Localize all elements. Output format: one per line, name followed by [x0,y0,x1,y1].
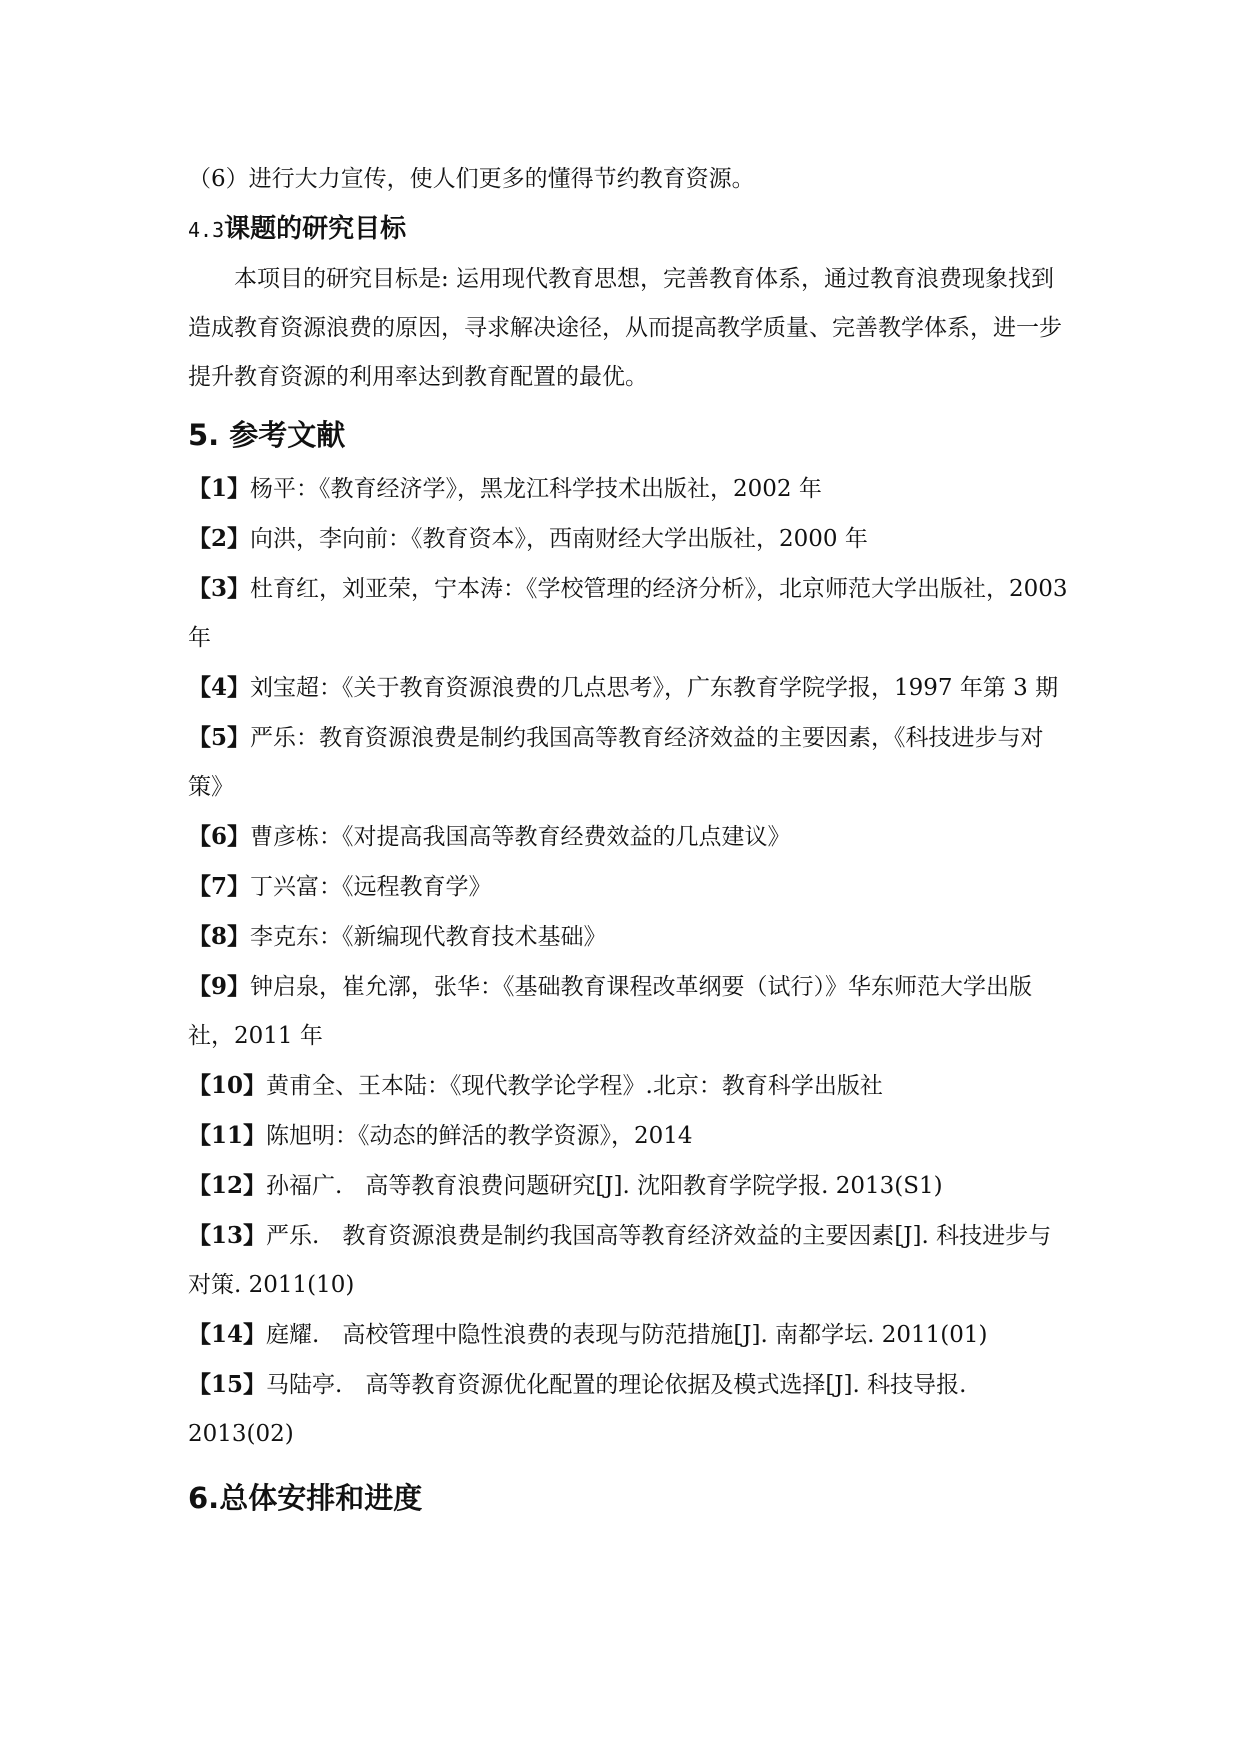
reference-text: 孙福广. 高等教育浪费问题研究[J]. 沈阳教育学院学报. 2013(S1) [266,1173,943,1199]
reference-label: 【14】 [188,1321,267,1348]
reference-label: 【1】 [188,475,251,502]
reference-label: 【7】 [188,873,251,900]
reference-item [188,862,1068,912]
reference-label: 【11】 [188,1122,267,1149]
reference-item [188,962,1068,1061]
research-goal-paragraph: 本项目的研究目标是: 运用现代教育思想，完善教育体系，通过教育浪费现象找到造成教育资源浪费的原因，寻求解决途径，从而提高教学质量、完善教学体系，进一步提升教育资源的利用率达到教育配置的最优。 [188,266,1062,390]
reference-item [188,514,1068,564]
reference-label: 【2】 [188,525,251,552]
reference-label: 【13】 [188,1222,267,1249]
reference-item [188,812,1068,862]
section-4-3-heading [188,204,1068,255]
schedule-heading: 6.总体安排和进度 [188,1481,423,1515]
reference-text: 严乐. 教育资源浪费是制约我国高等教育经济效益的主要因素[J]. 科技进步与对策. 2011(10) [188,1223,1052,1298]
reference-text: 曹彦栋：《对提高我国高等教育经费效益的几点建议》 [250,824,791,850]
section-number: 4.3 [188,218,225,242]
reference-label: 【5】 [188,724,251,751]
reference-label: 【12】 [188,1172,267,1199]
reference-item [188,464,1068,514]
reference-item [188,1061,1068,1111]
reference-text: 刘宝超：《关于教育资源浪费的几点思考》，广东教育学院学报，1997 年第 3 期 [250,675,1059,701]
reference-item [188,1111,1068,1161]
reference-item [188,912,1068,962]
reference-item [188,564,1068,663]
references-heading: 5. 参考文献 [188,418,346,452]
reference-text: 杨平：《教育经济学》，黑龙江科学技术出版社，2002 年 [250,476,822,502]
reference-text: 陈旭明：《动态的鲜活的教学资源》，2014 [266,1123,693,1149]
reference-item [188,713,1068,812]
list-item-6: （6）进行大力宣传，使人们更多的懂得节约教育资源。 [188,166,755,192]
reference-text: 庭耀. 高校管理中隐性浪费的表现与防范措施[J]. 南都学坛. 2011(01) [266,1322,988,1348]
reference-text: 李克东：《新编现代教育技术基础》 [250,924,607,950]
reference-text: 杜育红，刘亚荣，宁本涛：《学校管理的经济分析》，北京师范大学出版社，2003 年 [188,576,1068,651]
reference-item [188,1310,1068,1360]
reference-text: 钟启泉，崔允漷，张华：《基础教育课程改革纲要（试行）》华东师范大学出版社，2011 年 [188,974,1033,1049]
reference-label: 【9】 [188,973,251,1000]
reference-label: 【8】 [188,923,251,950]
reference-label: 【15】 [188,1371,267,1398]
reference-text: 马陆亭. 高等教育资源优化配置的理论依据及模式选择[J]. 科技导报. 2013(02) [188,1372,967,1447]
reference-label: 【6】 [188,823,251,850]
reference-text: 严乐：教育资源浪费是制约我国高等教育经济效益的主要因素，《科技进步与对策》 [188,725,1044,800]
reference-item [188,663,1068,713]
section-title: 课题的研究目标 [224,214,407,244]
reference-label: 【4】 [188,674,251,701]
reference-item [188,1211,1068,1310]
reference-text: 丁兴富：《远程教育学》 [250,874,492,900]
reference-text: 黄甫全、王本陆：《现代教学论学程》.北京：教育科学出版社 [266,1073,883,1099]
reference-label: 【10】 [188,1072,267,1099]
reference-item [188,1360,1068,1459]
reference-text: 向洪，李向前：《教育资本》，西南财经大学出版社，2000 年 [250,526,868,552]
reference-item [188,1161,1068,1211]
document-content [188,155,1068,1527]
reference-label: 【3】 [188,575,251,602]
